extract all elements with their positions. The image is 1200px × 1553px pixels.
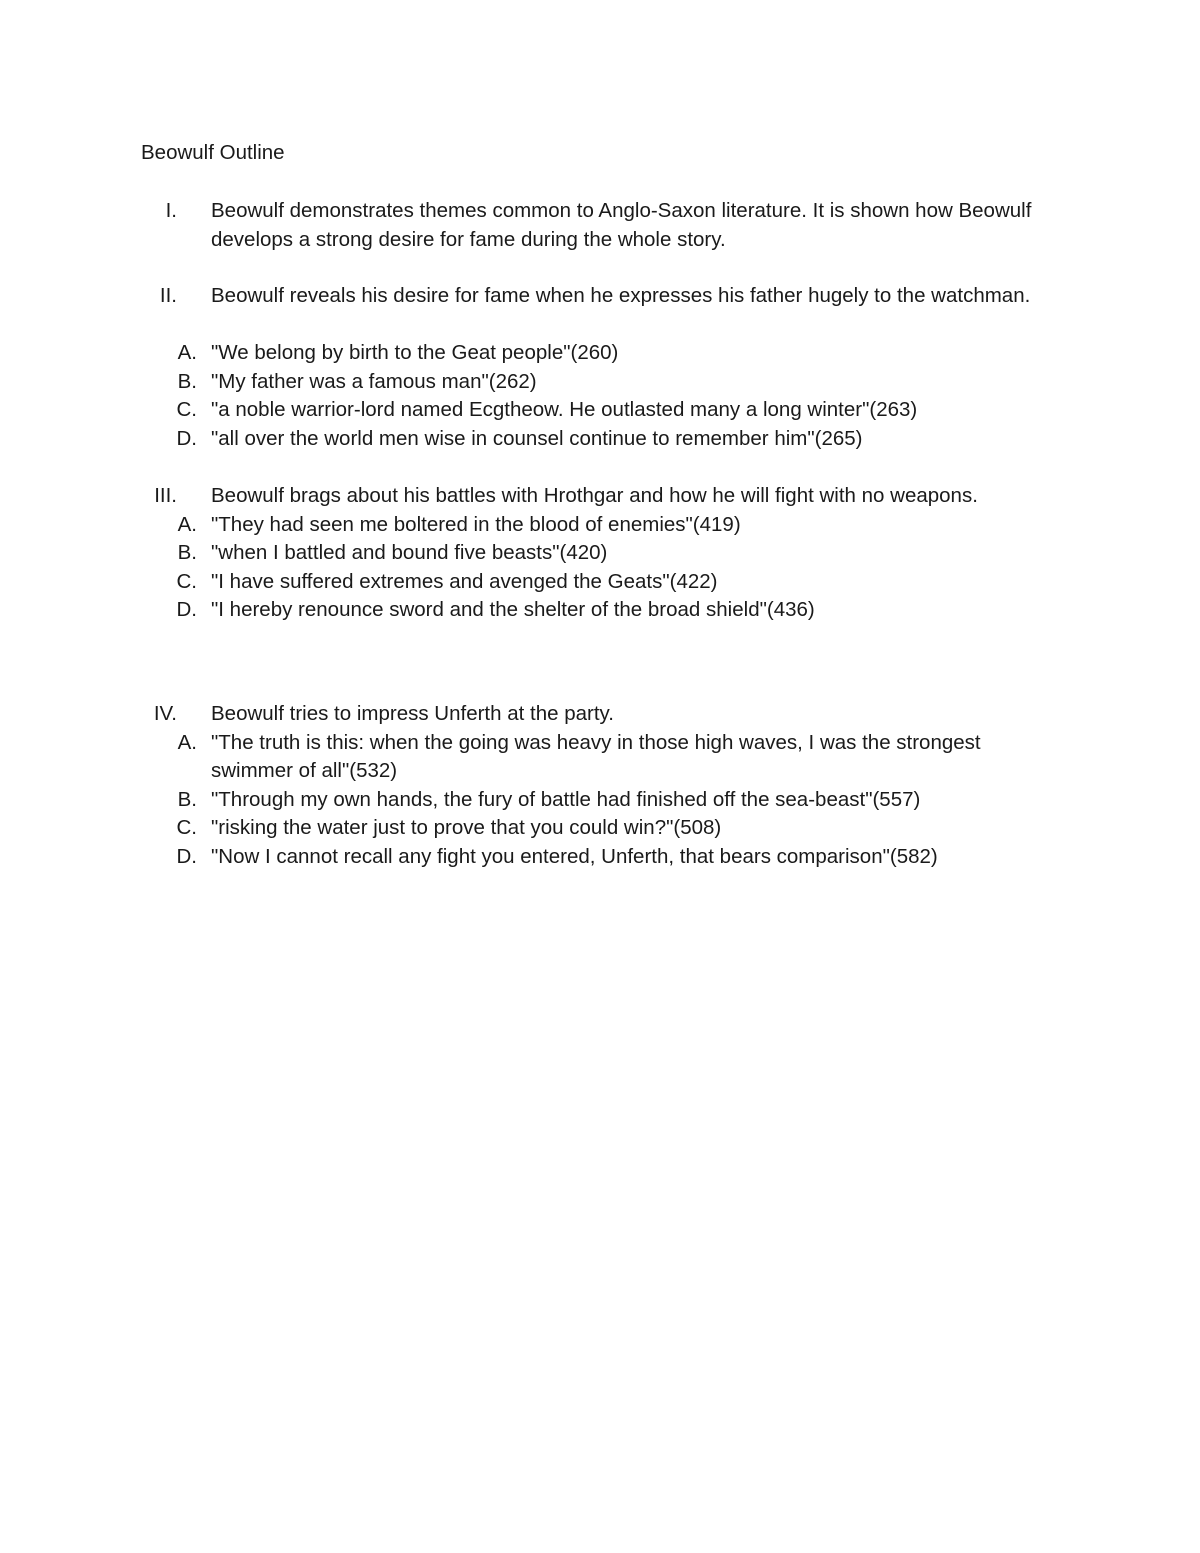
- list-letter: C.: [176, 569, 197, 593]
- list-letter: B.: [177, 369, 197, 393]
- list-letter: C.: [176, 398, 197, 421]
- document-title: Beowulf Outline: [141, 141, 285, 164]
- quote-text: "We belong by birth to the Geat people"(260): [211, 341, 619, 364]
- list-item: [0, 511, 1200, 540]
- outline-section-3: [0, 482, 1200, 625]
- list-letter: D.: [176, 844, 197, 868]
- outline-section-1: [0, 197, 1200, 254]
- section-heading: [0, 197, 1200, 254]
- list-item: [0, 339, 1200, 368]
- quote-text: "I hereby renounce sword and the shelter of the broad shield"(436): [211, 598, 815, 621]
- quote-text: "risking the water just to prove that you could win?"(508): [211, 816, 722, 839]
- section-heading: [0, 482, 1200, 511]
- roman-numeral: IV.: [153, 702, 177, 725]
- roman-numeral: III.: [154, 484, 177, 507]
- list-item: [0, 368, 1200, 397]
- section-text: Beowulf demonstrates themes common to Anglo-Saxon literature. It is shown how Beowulf develops a strong desire for fame during the whole story.: [211, 199, 1032, 251]
- section-heading: [0, 700, 1200, 729]
- list-letter: B.: [177, 787, 197, 811]
- list-item: [0, 786, 1200, 815]
- list-item: [0, 425, 1200, 454]
- section-text: Beowulf tries to impress Unferth at the party.: [211, 702, 614, 725]
- list-letter: A.: [177, 730, 197, 754]
- roman-numeral: II.: [159, 284, 177, 307]
- quote-text: "a noble warrior-lord named Ecgtheow. He outlasted many a long winter"(263): [211, 398, 918, 421]
- quote-text: "when I battled and bound five beasts"(420): [211, 541, 608, 564]
- list-letter: D.: [176, 598, 197, 621]
- quote-text: "The truth is this: when the going was heavy in those high waves, I was the strongest swimmer of all"(532): [211, 730, 981, 782]
- quote-text: "I have suffered extremes and avenged the Geats"(422): [211, 569, 718, 593]
- list-item: [0, 814, 1200, 843]
- section-heading: [0, 282, 1200, 339]
- list-letter: A.: [177, 512, 197, 536]
- list-letter: C.: [176, 816, 197, 839]
- quote-text: "Through my own hands, the fury of battle had finished off the sea-beast"(557): [211, 787, 921, 811]
- outline-section-4: [0, 700, 1200, 871]
- list-item: [0, 729, 1200, 786]
- quote-text: "Now I cannot recall any fight you entered, Unferth, that bears comparison"(582): [211, 844, 938, 868]
- list-item: [0, 843, 1200, 872]
- quote-text: "all over the world men wise in counsel continue to remember him"(265): [211, 426, 863, 450]
- section-text: Beowulf reveals his desire for fame when he expresses his father hugely to the watchman.: [211, 284, 1031, 307]
- quote-text: "My father was a famous man"(262): [211, 369, 537, 393]
- list-item: [0, 596, 1200, 625]
- list-item: [0, 568, 1200, 597]
- outline-section-2: [0, 282, 1200, 453]
- roman-numeral: I.: [165, 199, 177, 222]
- list-item: [0, 396, 1200, 425]
- list-letter: B.: [177, 541, 197, 564]
- list-letter: A.: [177, 341, 197, 364]
- quote-text: "They had seen me boltered in the blood of enemies"(419): [211, 512, 741, 536]
- section-text: Beowulf brags about his battles with Hrothgar and how he will fight with no weapons.: [211, 484, 978, 507]
- list-item: [0, 539, 1200, 568]
- list-letter: D.: [176, 426, 197, 450]
